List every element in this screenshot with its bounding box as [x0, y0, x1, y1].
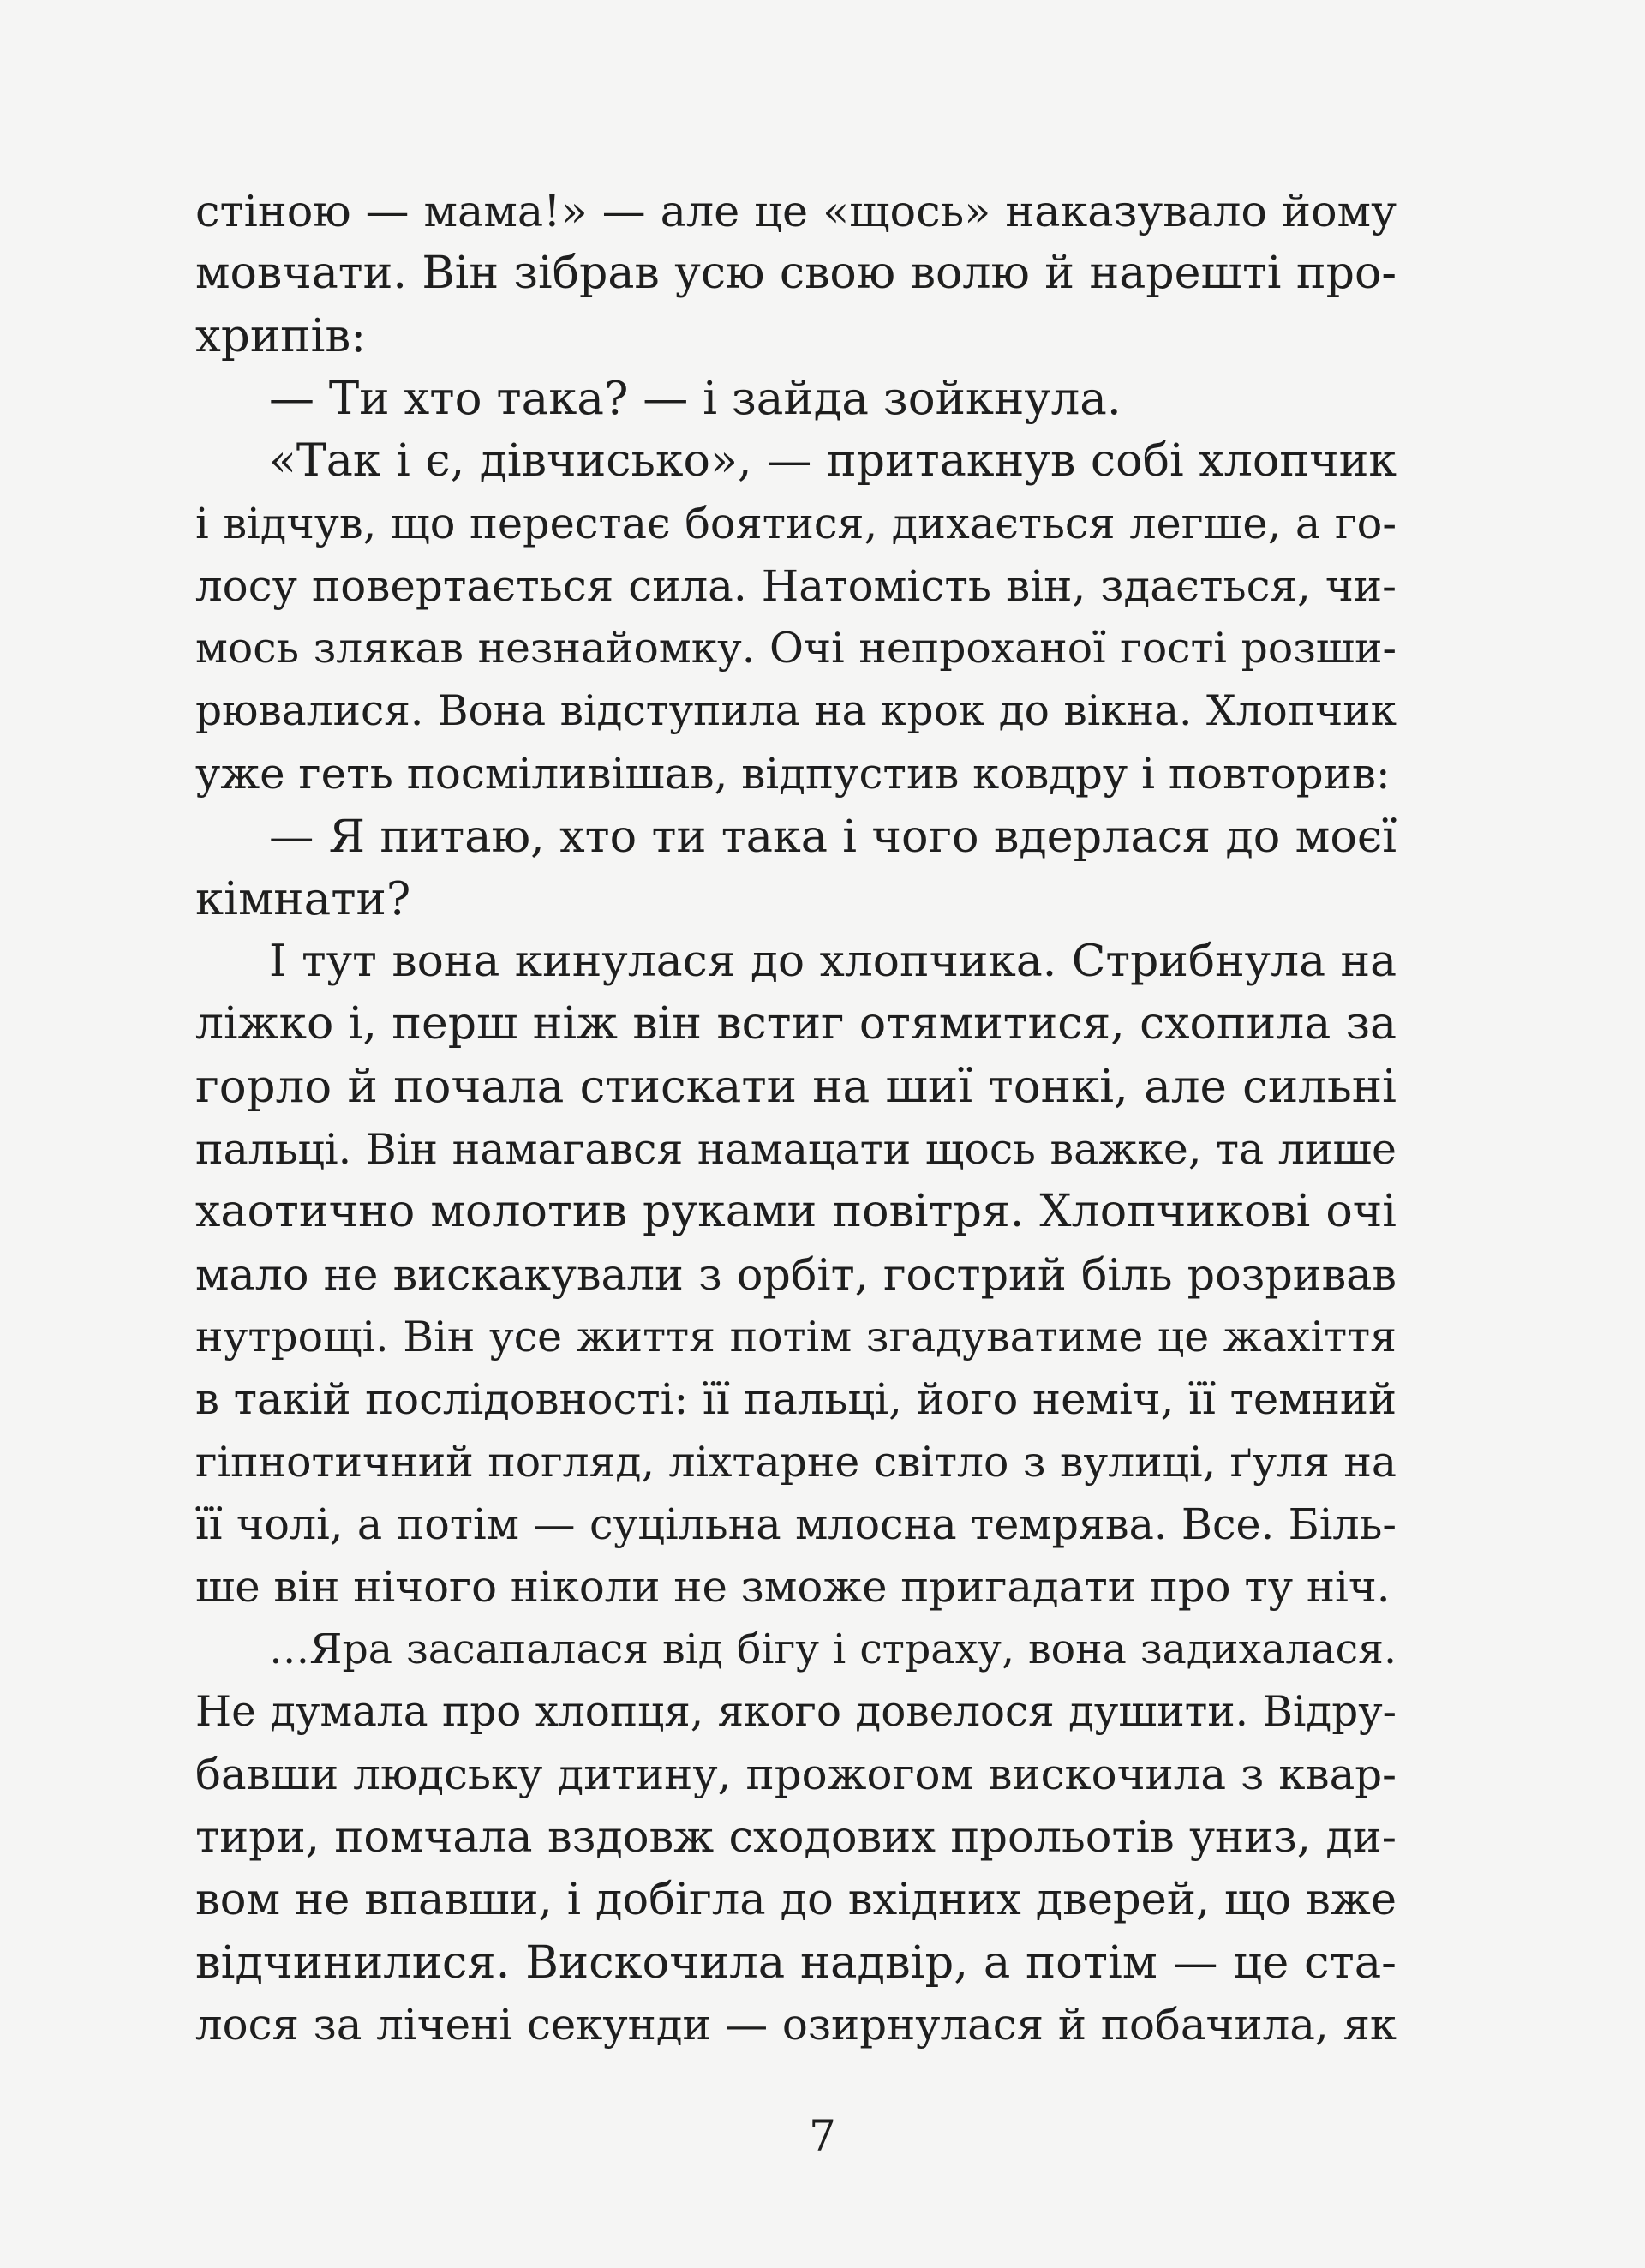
text-line: мовчати. Він зібрав усю свою волю й нарешті про- — [195, 248, 1397, 299]
text-line: хрипів: — [195, 310, 367, 362]
text-line: хаотично молотив руками повітря. Хлопчикові очі — [195, 1186, 1397, 1237]
text-line: …Яра засапалася від бігу і страху, вона задихалася. — [269, 1626, 1397, 1673]
text-line: мало не вискакували з орбіт, гострий біль розривав — [195, 1249, 1397, 1300]
text-line: кімнати? — [195, 873, 411, 925]
text-line: в такій послідовності: її пальці, його неміч, її темний — [195, 1374, 1397, 1424]
text-line: Не думала про хлопця, якого довелося душити. Відру- — [195, 1688, 1397, 1736]
text-line: вом не впавши, і добігла до вхідних дверей, що вже — [195, 1875, 1397, 1925]
text-line: — Я питаю, хто ти така і чого вдерлася до моєї — [269, 811, 1397, 863]
text-line: горло й почала стискати на шиї тонкі, але сильні — [195, 1061, 1397, 1113]
page-number: 7 — [809, 2111, 836, 2161]
text-line: її чолі, а потім — суцільна млосна темрява. Все. Біль- — [195, 1499, 1397, 1549]
text-line: лося за лічені секунди — озирнулася й побачила, як — [195, 2000, 1397, 2050]
text-line: ліжко і, перш ніж він встиг отямитися, схопила за — [195, 998, 1397, 1050]
text-line: «Так і є, дівчисько», — притакнув собі хлопчик — [269, 435, 1397, 487]
text-line: — Ти хто така? — і зайда зойкнула. — [269, 373, 1122, 425]
text-line: уже геть посміливішав, відпустив ковдру і повторив: — [195, 749, 1391, 799]
text-line: лосу повертається сила. Натомість він, здається, чи- — [195, 561, 1397, 611]
text-line: ше він нічого ніколи не зможе пригадати про ту ніч. — [195, 1562, 1391, 1612]
text-line: стіною — мама!» — але це «щось» наказувало йому — [195, 186, 1397, 236]
text-line: І тут вона кинулася до хлопчика. Стрибнула на — [269, 936, 1397, 987]
text-line: пальці. Він намагався намацати щось важке, та лише — [195, 1125, 1397, 1174]
text-line: тири, помчала вздовж сходових прольотів униз, ди- — [195, 1812, 1397, 1863]
text-line: гіпнотичний погляд, ліхтарне світло з вулиці, ґуля на — [195, 1438, 1397, 1487]
body-text — [195, 180, 1397, 2056]
text-line: мось злякав незнайомку. Очі непроханої гості розши- — [195, 625, 1397, 673]
text-line: відчинилися. Вискочила надвір, а потім — це ста- — [195, 1936, 1397, 1989]
text-line: і відчув, що перестає боятися, дихається легше, а го- — [195, 499, 1397, 548]
text-line: нутрощі. Він усе життя потім згадуватиме це жахіття — [195, 1313, 1397, 1361]
text-line: бавши людську дитину, прожогом вискочила з квар- — [195, 1750, 1397, 1799]
text-line: рювалися. Вона відступила на крок до вікна. Хлопчик — [195, 687, 1397, 735]
